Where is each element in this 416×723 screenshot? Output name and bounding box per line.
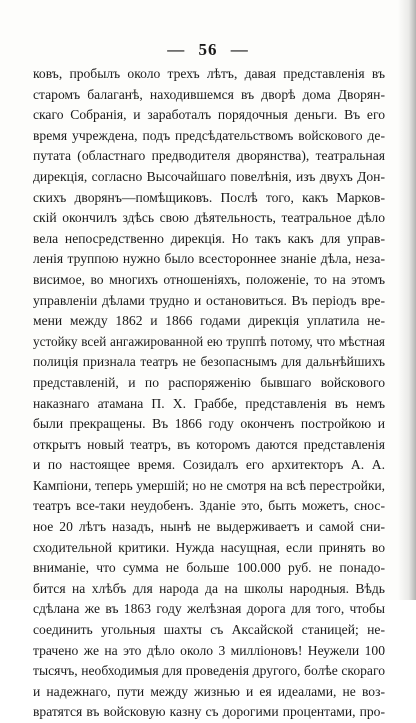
text-line: время учреждена, подъ предсѣдательствомъ войскового де-: [33, 127, 385, 143]
page-edge-shadow: [398, 0, 416, 600]
body-text: [33, 64, 385, 723]
text-line: тысячъ, необходимыя для проведенія другого, болѣе скораго: [33, 663, 385, 679]
text-line: ное 20 лѣтъ назадъ, нынѣ не выдерживаетъ и самой сни-: [33, 519, 385, 535]
text-line: соединить угольныя шахты съ Аксайской станицей; не-: [33, 622, 385, 638]
text-line: ленія труппою нужно было всестороннее знаніе дѣла, неза-: [33, 251, 385, 267]
text-line: театръ все-таки неудобенъ. Зданіе это, быть можетъ, снос-: [33, 498, 385, 514]
text-line: скаго Собранія, и заработалъ порядочныя деньги. Въ его: [33, 107, 385, 123]
text-line: скій окончилъ здѣсь свою дѣятельность, театральное дѣло: [33, 210, 385, 226]
text-line: и по настоящее время. Созидалъ его архитекторъ А. А.: [33, 457, 385, 473]
text-line: наказнаго атамана П. Х. Граббе, представленія въ немъ: [33, 395, 385, 411]
text-line: старомъ балаганѣ, находившемся въ дворѣ дома Дворян-: [33, 86, 385, 102]
text-line: сходительной критики. Нужда насущная, если принять во: [33, 539, 385, 555]
header-dash-left: —: [167, 40, 186, 59]
page-header: [0, 40, 416, 60]
text-line: вратятся въ войсковую казну съ дорогими процентами, про-: [33, 704, 385, 720]
text-line: сдѣлана же въ 1863 году желѣзная дорога для того, чтобы: [33, 601, 385, 617]
text-line: управленіи дѣлами трудно и остановиться. Въ періодъ вре-: [33, 292, 385, 308]
text-line: представленій, и по распоряженію бывшаго войскового: [33, 374, 385, 390]
text-line: устойку всей ангажированной ею труппѣ потому, что мѣстная: [33, 333, 385, 349]
page-number: 56: [198, 40, 218, 59]
text-line: ковъ, пробылъ около трехъ лѣтъ, давая представленія въ: [33, 66, 385, 81]
text-line: открытъ новый театръ, въ которомъ даются представленія: [33, 436, 385, 452]
text-line: полиція признала театръ не безопаснымъ для дальнѣйшихъ: [33, 354, 385, 370]
text-line: Кампіони, теперь умершій; но не смотря на всѣ перестройки,: [33, 477, 385, 493]
text-line: мени между 1862 и 1866 годами дирекція уплатила не-: [33, 313, 385, 329]
text-line: трачено же на это дѣло около 3 милліоновъ! Неужели 100: [33, 642, 385, 658]
text-line: скихъ дворянъ—помѣщиковъ. Послѣ того, какъ Марков-: [33, 189, 385, 205]
text-line: путата (областнаго предводителя дворянства), театральная: [33, 148, 385, 164]
text-line: и надежнаго, пути между жизнью и ея идеалами, не воз-: [33, 683, 385, 699]
text-line: дирекція, согласно Высочайшаго повелѣнія, изъ двухъ Дон-: [33, 168, 385, 184]
text-line: вниманіе, что сумма не больше 100.000 руб. не понадо-: [33, 560, 385, 576]
header-dash-right: —: [230, 40, 249, 59]
text-line: были прекращены. Въ 1866 году оконченъ постройкою и: [33, 416, 385, 432]
text-line: бится на хлѣбъ для народа да на школы народныя. Вѣдь: [33, 580, 385, 596]
text-line: велa непосредственно дирекція. Но такъ какъ для управ-: [33, 230, 385, 246]
text-line: висимое, во многихъ отношеніяхъ, положеніе, то на этомъ: [33, 271, 385, 287]
